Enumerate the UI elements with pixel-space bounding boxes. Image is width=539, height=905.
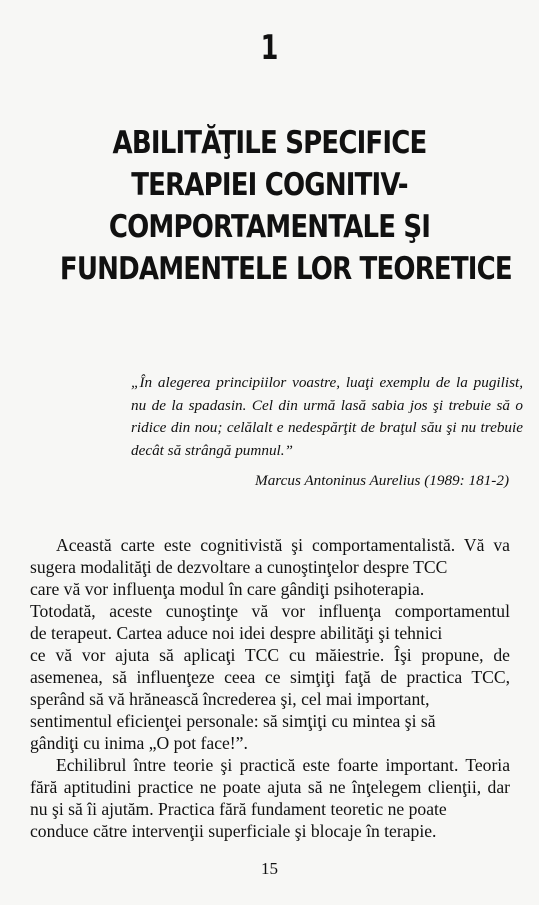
body-line: sperând să vă hrănească încrederea şi, cel mai important, [30,689,430,709]
body-line: Această carte este cognitivistă şi comportamentalistă. Vă va [56,535,510,555]
chapter-number: 1 [260,28,279,68]
epigraph-line: nu de la spadasin. Cel din urmă lasă sabia jos şi trebuie să o [131,396,523,414]
chapter-title-line: ABILITĂŢILE SPECIFICE [112,125,427,161]
body-line: Totodată, aceste cunoştinţe vă vor influenţa comportamentul [30,601,510,621]
body-line: ce vă vor ajuta să aplicaţi TCC cu măiestrie. Îşi propune, de [30,645,510,665]
body-line: de terapeut. Cartea aduce noi idei despre abilităţi şi tehnici [30,623,443,643]
chapter-title [20,122,519,290]
chapter-title-line: FUNDAMENTELE LOR TEORETICE [59,251,512,287]
body-line: sugera modalităţi de dezvoltare a cunoştinţelor despre TCC [30,557,448,577]
body-line: gândiţi cu inima „O pot face!”. [30,733,248,753]
epigraph-line: decât să strângă pumnul.” [131,441,294,459]
page-number: 15 [261,859,278,878]
body-line: nu şi să îi ajutăm. Practica fără fundament teoretic ne poate [30,799,447,819]
chapter-title-line: TERAPIEI COGNITIV- [131,167,408,203]
body-line: conduce către intervenţii superficiale şi blocaje în terapie. [30,821,437,841]
body-text [30,534,510,842]
chapter-title-line: COMPORTAMENTALE ŞI [108,209,431,245]
epigraph-attribution: Marcus Antoninus Aurelius (1989: 181-2) [255,472,509,489]
epigraph-quote [131,372,523,462]
body-line: sentimentul eficienţei personale: să simţiţi cu mintea şi să [30,711,436,731]
body-line: asemenea, să influenţeze ceea ce simţiţi faţă de practica TCC, [30,667,510,687]
body-line: care vă vor influenţa modul în care gândiţi psihoterapia. [30,579,425,599]
body-line: Echilibrul între teorie şi practică este foarte important. Teoria [56,755,510,775]
epigraph-line: „În alegerea principiilor voastre, luaţi exemplu de la pugilist, [131,374,523,391]
epigraph-line: ridice din nou; celălalt e nedespărţit de braţul său şi nu trebuie [131,419,523,436]
body-line: fără aptitudini practice ne poate ajuta să ne înţelegem clienţii, dar [30,777,510,797]
